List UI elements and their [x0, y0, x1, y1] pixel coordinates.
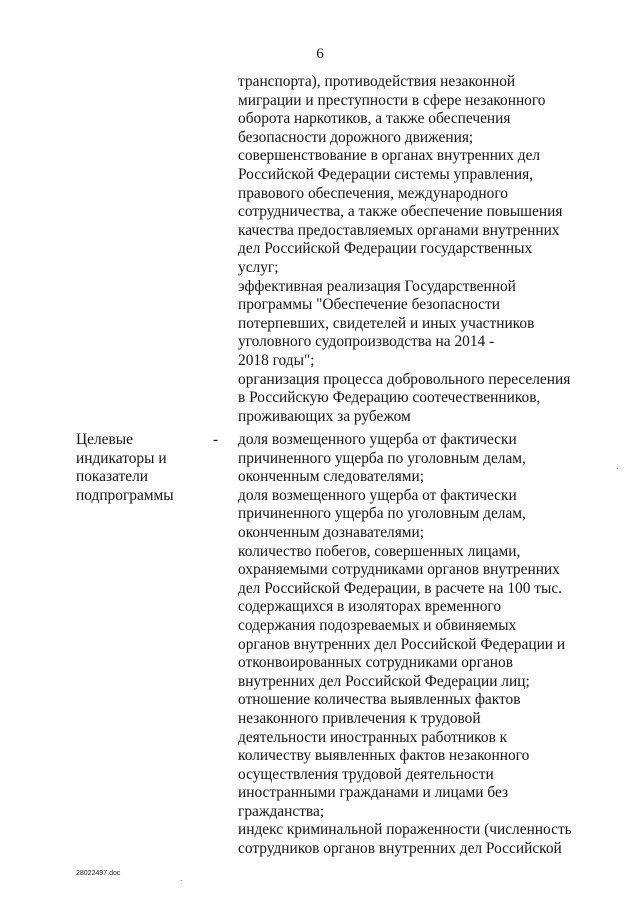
text-line: внутренних дел Российской Федерации лиц; [238, 672, 530, 690]
text-line: сотрудников органов внутренних дел Российской [238, 840, 562, 858]
text-line: индекс криминальной пораженности (численность [238, 821, 572, 839]
footer-file-code: 28022497.doc [76, 870, 121, 877]
section-label-line: индикаторы и [76, 449, 167, 467]
text-line: оборота наркотиков, а также обеспечения [238, 110, 511, 128]
section-text-block [238, 431, 578, 859]
text-line: правового обеспечения, международного [238, 184, 508, 202]
text-line: количеству выявленных фактов незаконного [238, 747, 530, 765]
text-line: эффективная реализация Государственной [238, 277, 516, 295]
text-line: отношение количества выявленных фактов [238, 691, 521, 709]
text-line: оконченным дознавателями; [238, 523, 425, 541]
text-line: организация процесса добровольного переселения [238, 370, 571, 388]
text-line: деятельности иностранных работников к [238, 728, 508, 746]
text-line: транспорта), противодействия незаконной [238, 73, 516, 90]
section-dash: - [213, 431, 219, 448]
text-line: услуг; [238, 258, 279, 276]
scan-speck [181, 880, 182, 881]
text-line: 2018 годы"; [238, 351, 315, 369]
text-line: отконвоированных сотрудниками органов [238, 654, 513, 672]
section-label [76, 431, 206, 505]
text-line: количество побегов, совершенных лицами, [238, 542, 521, 560]
text-line: потерпевших, свидетелей и иных участников [238, 314, 535, 332]
continued-text-block [238, 73, 578, 426]
text-line: органов внутренних дел Российской Федерации и [238, 635, 566, 653]
text-line: программы "Обеспечение безопасности [238, 296, 500, 314]
section-label-line: показатели [76, 468, 148, 486]
text-line: содержания подозреваемых и обвиняемых [238, 616, 517, 634]
text-line: сотрудничества, а также обеспечение повышения [238, 203, 563, 221]
text-line: дел Российской Федерации государственных [238, 240, 533, 258]
section-label-line: подпрограммы [76, 486, 174, 504]
text-line: иностранными гражданами и лицами без [238, 784, 509, 802]
text-line: причиненного ущерба по уголовным делам, [238, 449, 526, 467]
text-line: уголовного судопроизводства на 2014 - [238, 333, 495, 351]
text-line: безопасности дорожного движения; [238, 128, 474, 146]
text-line: дел Российской Федерации, в расчете на 100 тыс. [238, 579, 562, 597]
scan-speck [617, 468, 618, 469]
text-line: Российской Федерации системы управления, [238, 165, 534, 183]
text-line: миграции и преступности в сфере незаконного [238, 91, 546, 109]
text-line: доля возмещенного ущерба от фактически [238, 486, 517, 504]
text-line: охраняемыми сотрудниками органов внутренних [238, 561, 560, 579]
text-line: незаконного привлечения к трудовой [238, 709, 481, 727]
section-label-line: Целевые [76, 431, 133, 448]
text-line: совершенствование в органах внутренних дел [238, 147, 541, 165]
text-line: содержащихся в изоляторах временного [238, 598, 502, 616]
text-line: проживающих за рубежом [238, 407, 411, 425]
text-line: гражданства; [238, 802, 325, 820]
text-line: качества предоставляемых органами внутренних [238, 221, 560, 239]
text-line: причиненного ущерба по уголовным делам, [238, 505, 526, 523]
text-line: оконченным следователями; [238, 468, 425, 486]
text-line: доля возмещенного ущерба от фактически [238, 431, 517, 448]
page-number: 6 [316, 46, 324, 62]
text-line: осуществления трудовой деятельности [238, 765, 494, 783]
text-line: в Российскую Федерацию соотечественников, [238, 389, 541, 407]
